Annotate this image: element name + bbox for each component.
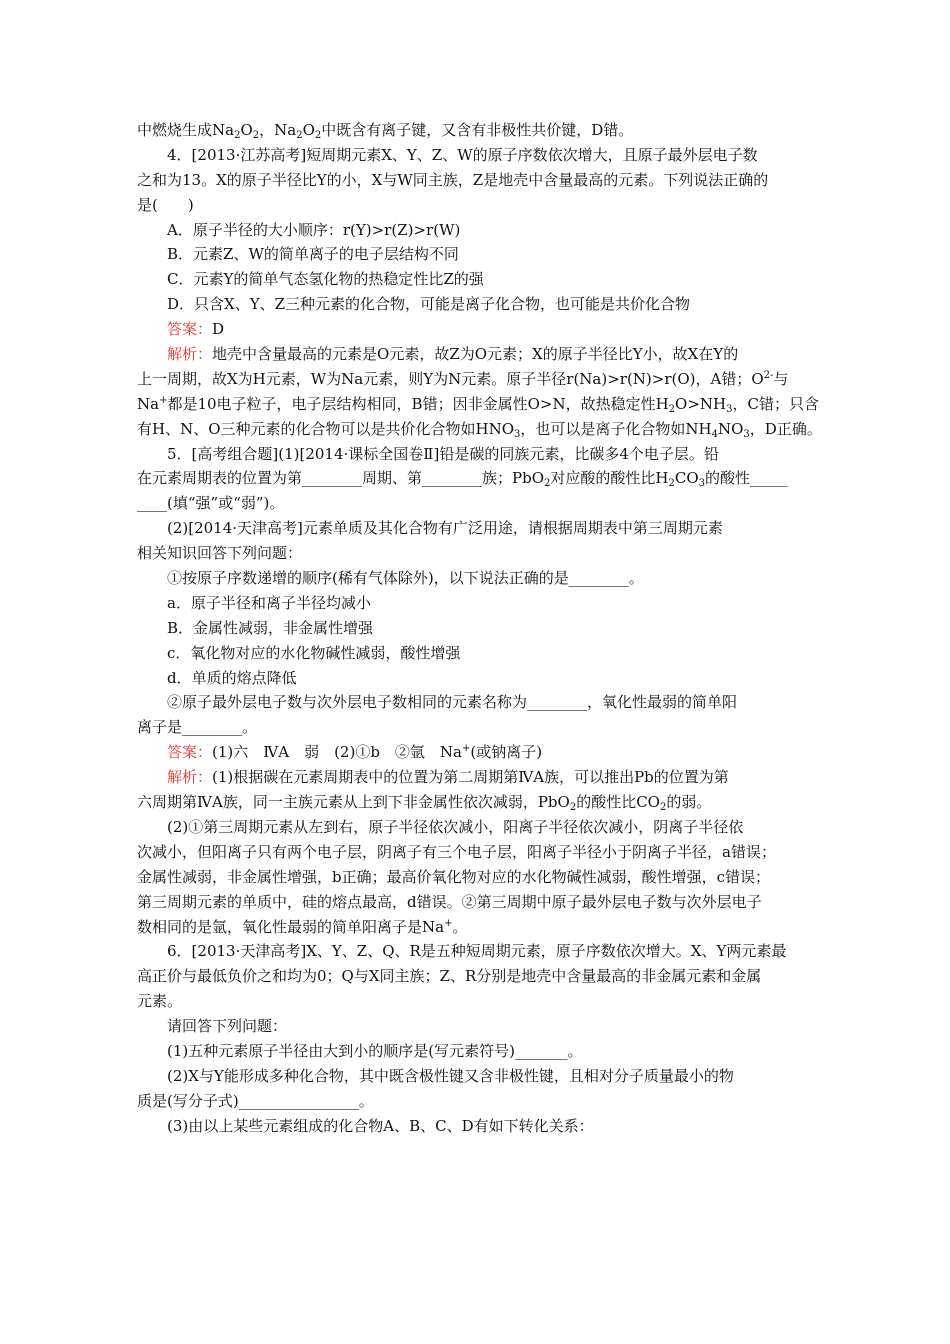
text-line-q5_c [137,641,813,666]
text-line-q5_7 [137,690,813,715]
line-text: 中燃烧生成$Na_2O_2$，$Na_2O_2$中既含有离子键，又含有非极性共价键，D错。 [137,121,634,141]
line-text: 地壳中含量最高的元素是O元素，故Z为O元素；X的原子半径比Y小，故X在Y的 [212,345,739,364]
text-line-q6_1 [137,939,813,964]
line-text: 离子是________。 [137,718,258,737]
line-text: 元素。 [137,992,183,1011]
text-line-q4_1 [137,143,813,168]
text-line-q4_c [137,267,813,292]
document-page [137,118,822,1139]
text-line-q6_8 [137,1114,813,1139]
text-line-q6_2 [137,964,813,989]
line-text: 六周期第ⅣA族，同一主族元素从上到下非金属性依次减弱，PbO$_2$的酸性比$CO_2$的弱。 [137,793,712,814]
line-text: 数相同的是氩，氧化性最弱的简单阳离子是Na+。 [137,917,468,936]
text-line-q5_b [137,616,813,641]
text-line-q5_d [137,666,813,691]
text-line-q6_7 [137,1089,813,1114]
text-line-q4_b [137,242,813,267]
line-text: 相关知识回答下列问题： [137,544,303,563]
line-text: ____(填“强”或“弱”)。 [137,494,285,513]
text-line-q5_ans [137,740,813,765]
line-text: D．只含X、Y、Z三种元素的化合物，可能是离子化合物，也可能是共价化合物 [167,295,691,314]
line-text: (2)X与Y能形成多种化合物，其中既含极性键又含非极性键，且相对分子质量最小的物 [167,1066,734,1085]
line-text: 质是(写分子式)________________。 [137,1091,374,1110]
line-text: A．原子半径的大小顺序：r(Y)>r(Z)>r(W) [167,220,461,239]
text-line-q5_exp6 [137,890,813,915]
text-line-q4_a [137,218,813,243]
text-line-q4_2 [137,168,813,193]
answer-label: 解析： [167,345,213,364]
text-line-q5_6 [137,566,813,591]
line-text: B．金属性减弱，非金属性增强 [167,618,374,637]
line-text: 之和为13。X的原子半径比Y的小，X与W同主族，Z是地壳中含量最高的元素。下列说法正确的 [137,170,769,189]
line-text: a．原子半径和离子半径均减小 [167,593,371,612]
line-text: ②原子最外层电子数与次外层电子数相同的元素名称为________，氧化性最弱的简单阳 [167,693,738,712]
text-line-q4_exp3 [137,392,819,417]
line-text: 次减小，但阳离子只有两个电子层，阴离子有三个电子层，阳离子半径小于阴离子半径，a错误； [137,842,776,861]
text-line-q5_exp5 [137,865,813,890]
line-text: ①按原子序数递增的顺序(稀有气体除外)，以下说法正确的是________。 [167,569,644,588]
line-text: 有H、N、O三种元素的化合物可以是共价化合物如$HNO_3$，也可以是离子化合物如$NH_4NO_3$，D正确。 [137,419,822,440]
line-text: 高正价与最低负价之和均为0；Q与X同主族；Z、R分别是地壳中含量最高的非金属元素和金属 [137,967,762,986]
text-line-q4_ans [137,317,813,342]
line-text: (1)五种元素原子半径由大到小的顺序是(写元素符号)_______。 [167,1041,583,1060]
text-line-q4_exp2 [137,367,813,392]
answer-label: 解析： [167,768,213,787]
line-text: B．元素Z、W的简单离子的电子层结构不同 [167,245,459,264]
line-text: Na+都是10电子粒子，电子层结构相同，B错；因非金属性O>N，故热稳定性$H_2O>NH_3$，C错；只含 [137,394,819,415]
text-line-q6_6 [137,1064,813,1089]
line-text: d．单质的熔点降低 [167,668,297,687]
text-line-q5_exp3 [137,815,813,840]
text-line-q5_8 [137,715,813,740]
text-line-q5_1 [137,442,813,467]
line-text: 6．[2013·天津高考]X、Y、Z、Q、R是五种短周期元素，原子序数依次增大。X、Y两元素最 [167,942,787,961]
line-text: c．氧化物对应的水化物碱性减弱，酸性增强 [167,643,461,662]
text-line-q4_3 [137,193,813,218]
line-text: 金属性减弱，非金属性增强，b正确；最高价氧化物对应的水化物碱性减弱，酸性增强，c错误； [137,867,771,886]
text-line-q5_2 [137,466,813,491]
line-text: 第三周期元素的单质中，硅的熔点最高，d错误。②第三周期中原子最外层电子数与次外层电子 [137,892,762,911]
line-text: (1)六 ⅣA 弱 (2)①b ②氩 Na+(或钠离子) [212,743,543,762]
line-text: C．元素Y的简单气态氢化物的热稳定性比Z的强 [167,270,484,289]
text-line-q5_exp4 [137,840,813,865]
line-text: 4．[2013·江苏高考]短周期元素X、Y、Z、W的原子序数依次增大，且原子最外层电子数 [167,145,758,164]
answer-label: 答案： [167,320,213,339]
line-text: D [212,320,225,339]
line-text: (2)[2014·天津高考]元素单质及其化合物有广泛用途，请根据周期表中第三周期元素 [167,519,723,538]
line-text: 是( ) [137,195,194,214]
line-text: (1)根据碳在元素周期表中的位置为第二周期第ⅣA族，可以推出Pb的位置为第 [212,768,729,787]
text-line-q5_3 [137,491,813,516]
text-line-q5_exp2 [137,790,813,815]
text-line-q4_exp4 [137,417,822,442]
line-text: 上一周期，故X为H元素，W为Na元素，则Y为N元素。原子半径r(Na)>r(N)>r(O)，A错；$O^{2-}$与 [137,369,789,388]
text-line-q5_exp1 [137,765,813,790]
line-text: (2)①第三周期元素从左到右，原子半径依次减小，阳离子半径依次减小，阴离子半径依 [167,817,744,836]
text-line-q4_d [137,292,813,317]
text-line-l1 [137,118,813,143]
line-text: 请回答下列问题： [167,1017,288,1036]
line-text: (3)由以上某些元素组成的化合物A、B、C、D有如下转化关系： [167,1116,594,1135]
text-line-q5_a [137,591,813,616]
text-line-q6_4 [137,1014,813,1039]
text-line-q6_5 [137,1039,813,1064]
text-line-q5_exp7 [137,915,813,940]
line-text: 5．[高考组合题](1)[2014·课标全国卷Ⅱ]铅是碳的同族元素，比碳多4个电子层。铅 [167,444,719,463]
line-text: 在元素周期表的位置为第________周期、第________族；PbO$_2$对应酸的酸性比$H_2CO_3$的酸性_____ [137,469,788,490]
text-line-q6_3 [137,989,813,1014]
text-line-q5_5 [137,541,813,566]
text-line-q4_exp1 [137,342,813,367]
text-line-q5_4 [137,516,813,541]
answer-label: 答案： [167,743,213,762]
